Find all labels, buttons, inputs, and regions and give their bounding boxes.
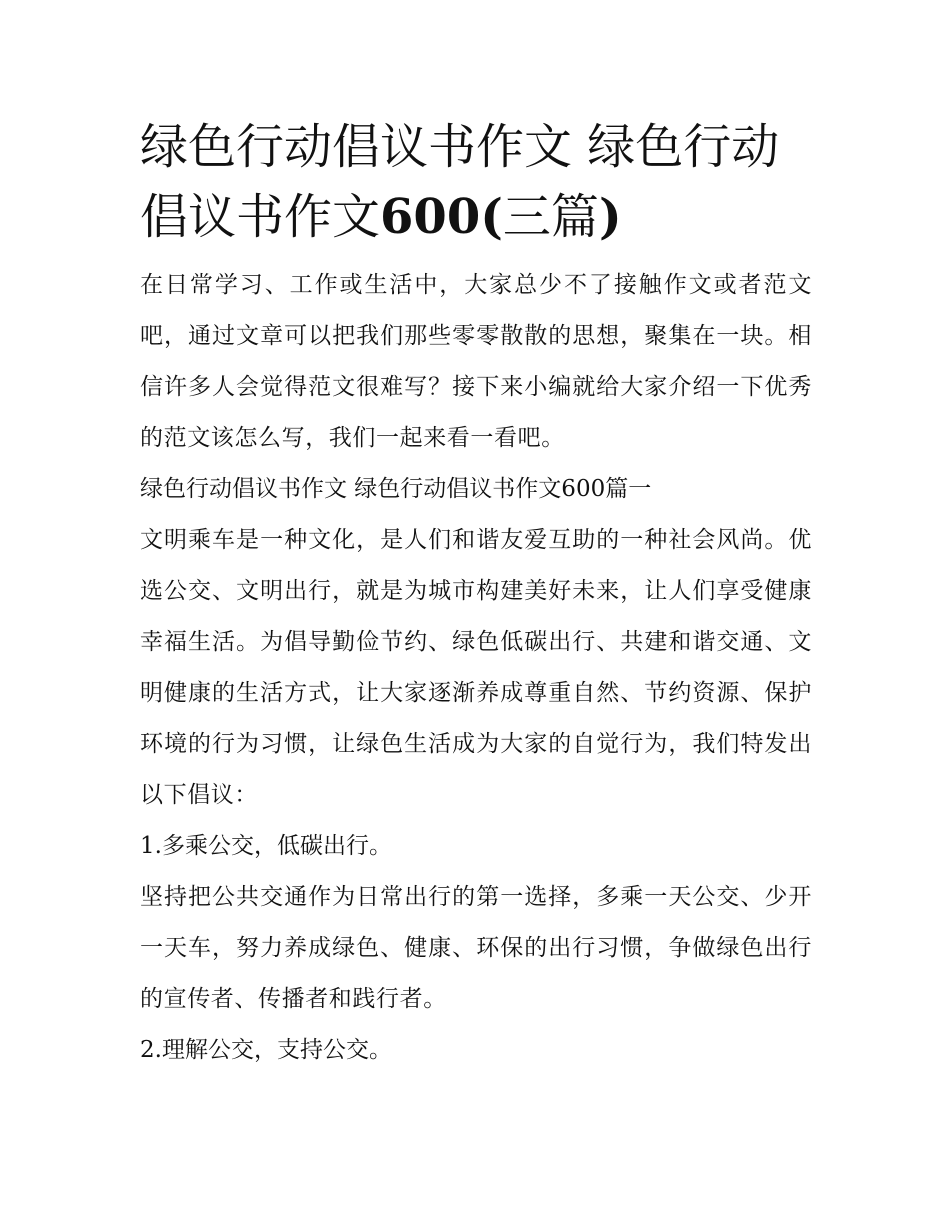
title-line-2-text: 倡议书作文 [140,189,381,245]
title-line-2-close: ) [598,189,622,245]
section-heading: 绿色行动倡议书作文 绿色行动倡议书作文600篇一 [140,476,652,502]
body-paragraph-1: 文明乘车是一种文化，是人们和谐友爱互助的一种社会风尚。优选公交、文明出行，就是为城市构建美好未来，让人们享受健康幸福生活。为倡导勤俭节约、绿色低碳出行、共建和谐交通、文明健康的生活方式，让大家逐渐养成尊重自然、节约资源、保护环境的行为习惯，让绿色生活成为大家的自觉行为，我们特发出以下倡议： [140,527,812,808]
list-item-1: 1.多乘公交，低碳出行。 [140,833,392,859]
list-item-1-body: 坚持把公共交通作为日常出行的第一选择，多乘一天公交、少开一天车，努力养成绿色、健康、环保的出行习惯，争做绿色出行的宣传者、传播者和践行者。 [140,884,812,1012]
document-title [140,112,812,252]
title-line-2-number: 600( [380,189,503,245]
document-page [140,112,812,1076]
title-line-1: 绿色行动倡议书作文 绿色行动 [140,119,780,175]
intro-paragraph: 在日常学习、工作或生活中，大家总少不了接触作文或者范文吧，通过文章可以把我们那些零零散散的思想，聚集在一块。相信许多人会觉得范文很难写？接下来小编就给大家介绍一下优秀的范文该怎么写，我们一起来看一看吧。 [140,272,812,451]
title-line-2-suffix: 三篇 [502,189,599,245]
list-item-2: 2.理解公交，支持公交。 [140,1037,392,1063]
